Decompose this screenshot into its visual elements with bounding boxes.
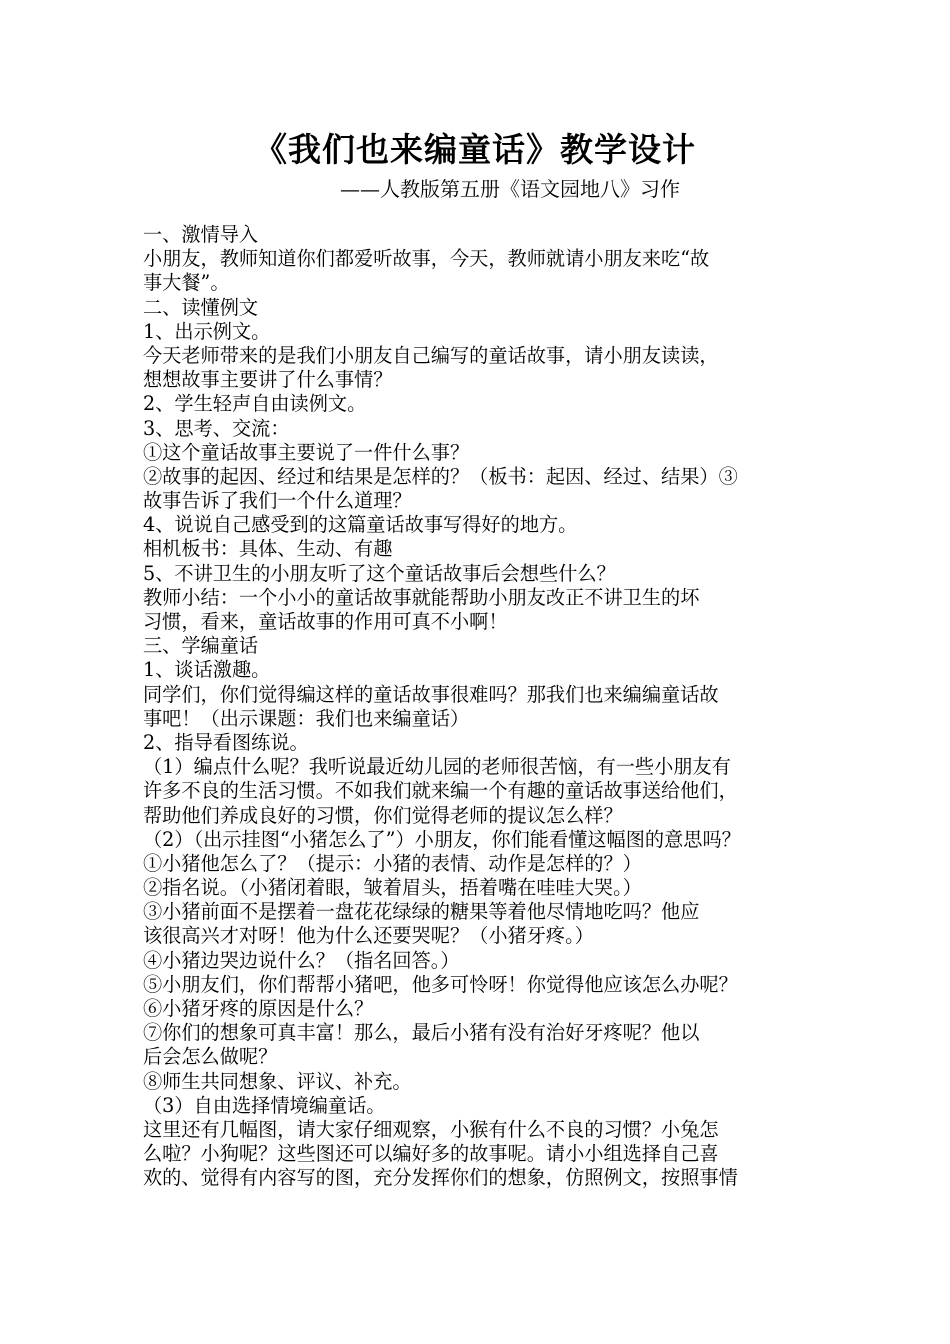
text-line: 小朋友，教师知道你们都爱听故事，今天，教师就请小朋友来吃“故 <box>143 247 710 271</box>
text-line: （1）编点什么呢？我听说最近幼儿园的老师很苦恼，有一些小朋友有 <box>143 755 731 779</box>
text-line: 习惯，看来，童话故事的作用可真不小啊！ <box>143 610 508 633</box>
text-line: 3、思考、交流： <box>143 416 290 440</box>
text-line: 教师小结：一个小小的童话故事就能帮助小朋友改正不讲卫生的坏 <box>143 585 700 609</box>
text-line: ②指名说。（小猪闭着眼，皱着眉头，捂着嘴在哇哇大哭。） <box>143 876 642 900</box>
document-body <box>143 223 833 1191</box>
text-line: 2、学生轻声自由读例文。 <box>143 392 367 416</box>
document-subtitle: ——人教版第五册《语文园地八》习作 <box>340 177 680 201</box>
text-line: 帮助他们养成良好的习惯，你们觉得老师的提议怎么样？ <box>143 803 623 827</box>
text-line: 许多不良的生活习惯。不如我们就来编一个有趣的童话故事送给他们， <box>143 779 738 803</box>
text-line: 这里还有几幅图，请大家仔细观察，小猴有什么不良的习惯？小兔怎 <box>143 1117 719 1141</box>
text-line: 相机板书：具体、生动、有趣 <box>143 537 393 561</box>
text-line: ⑥小猪牙疼的原因是什么？ <box>143 997 374 1020</box>
text-line: 欢的、觉得有内容写的图，充分发挥你们的想象，仿照例文，按照事情 <box>143 1166 738 1190</box>
text-line: 1、谈话激趣。 <box>143 658 271 682</box>
text-line: 事吧！（出示课题：我们也来编童话） <box>143 706 470 730</box>
text-line: 同学们，你们觉得编这样的童话故事很难吗？那我们也来编编童话故 <box>143 682 719 706</box>
text-line: 一、激情导入 <box>143 223 259 246</box>
text-line: 4、说说自己感受到的这篇童话故事写得好的地方。 <box>143 513 578 537</box>
text-line: ②故事的起因、经过和结果是怎样的？（板书：起因、经过、结果）③ <box>143 464 738 488</box>
text-line: ①小猪他怎么了？（提示：小猪的表情、动作是怎样的？） <box>143 851 642 875</box>
document-title: 《我们也来编童话》教学设计 <box>254 130 696 169</box>
text-line: 三、学编童话 <box>143 634 259 658</box>
text-line: 故事告诉了我们一个什么道理？ <box>143 489 412 513</box>
text-line: ①这个童话故事主要说了一件什么事？ <box>143 440 470 464</box>
text-line: 该很高兴才对呀！他为什么还要哭呢？（小猪牙疼。） <box>143 924 594 948</box>
text-line: 今天老师带来的是我们小朋友自己编写的童话故事，请小朋友读读， <box>143 343 719 367</box>
text-line: ⑧师生共同想象、评议、补充。 <box>143 1069 412 1093</box>
text-line: ③小猪前面不是摆着一盘花花绿绿的糖果等着他尽情地吃吗？他应 <box>143 900 700 924</box>
text-line: （2）（出示挂图“小猪怎么了”）小朋友，你们能看懂这幅图的意思吗？ <box>143 827 741 851</box>
text-line: 5、不讲卫生的小朋友听了这个童话故事后会想些什么？ <box>143 561 616 585</box>
text-line: 想想故事主要讲了什么事情？ <box>143 368 393 392</box>
text-line: 么啦？小狗呢？这些图还可以编好多的故事呢。请小小组选择自己喜 <box>143 1142 719 1166</box>
text-line: 后会怎么做呢？ <box>143 1045 278 1069</box>
text-line: 事大餐”。 <box>143 271 230 295</box>
text-line: ⑦你们的想象可真丰富！那么，最后小猪有没有治好牙疼呢？他以 <box>143 1021 700 1045</box>
text-line: 二、读懂例文 <box>143 295 259 319</box>
text-line: 1、出示例文。 <box>143 319 271 343</box>
text-line: （3）自由选择情境编童话。 <box>143 1093 386 1117</box>
text-line: ⑤小朋友们，你们帮帮小猪吧，他多可怜呀！你觉得他应该怎么办呢？ <box>143 972 738 996</box>
text-line: 2、指导看图练说。 <box>143 730 309 754</box>
text-line: ④小猪边哭边说什么？（指名回答。） <box>143 948 460 972</box>
